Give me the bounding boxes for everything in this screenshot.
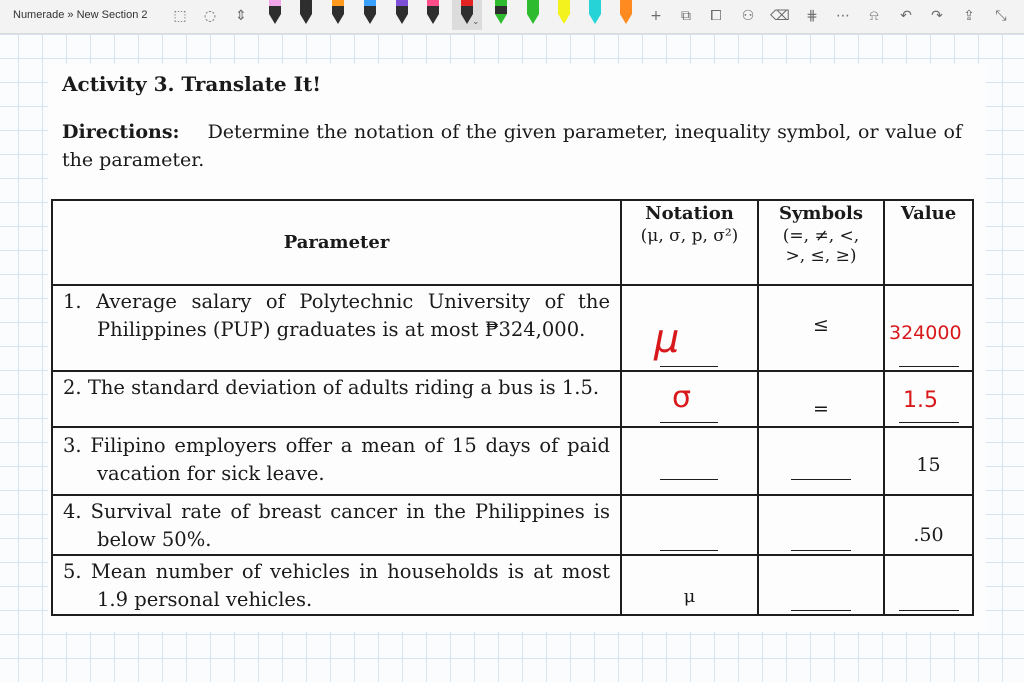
given-notation: μ xyxy=(683,586,696,607)
given-value: .50 xyxy=(913,524,944,546)
header-notation xyxy=(621,200,758,285)
answer-blank xyxy=(660,479,718,480)
header-symbols-sub-1: (=, ≠, <, xyxy=(782,226,860,246)
notation-cell-5 xyxy=(621,555,758,615)
insert-space-icon[interactable]: ⇕ xyxy=(235,8,247,24)
paste-icon[interactable]: ⧠ xyxy=(710,8,722,24)
directions-text: Determine the notation of the given parameter, inequality symbol, or value of the parameter. xyxy=(62,121,962,171)
eraser-icon[interactable]: ⌫ xyxy=(770,8,790,24)
header-symbols xyxy=(758,200,884,285)
ink-to-shape-icon[interactable]: ⚇ xyxy=(741,8,755,24)
header-notation-sub: (μ, σ, p, σ²) xyxy=(640,226,739,246)
answer-blank xyxy=(660,422,718,423)
header-notation-label: Notation xyxy=(645,203,734,224)
parameter-cell-4: 4. Survival rate of breast cancer in the Philippines is below 50%. xyxy=(52,495,621,555)
answer-blank xyxy=(791,610,851,611)
parameter-table xyxy=(51,199,974,616)
header-symbols-sub-2: >, ≤, ≥) xyxy=(785,246,857,266)
symbol-cell-2[interactable] xyxy=(758,371,884,427)
answer-blank xyxy=(660,366,718,367)
answer-blank xyxy=(899,610,959,611)
notation-cell-4[interactable] xyxy=(621,495,758,555)
expand-icon[interactable]: ⤡ xyxy=(995,8,1007,24)
activity-heading: Activity 3. Translate It! xyxy=(62,72,321,96)
app-toolbar xyxy=(0,0,1024,34)
answer-blank xyxy=(791,550,851,551)
symbol-cell-1[interactable] xyxy=(758,285,884,371)
symbol-cell-4[interactable] xyxy=(758,495,884,555)
table-header-row xyxy=(52,200,973,285)
handwritten-sigma: σ xyxy=(672,380,692,415)
undo-icon[interactable]: ↶ xyxy=(900,8,912,24)
table-row xyxy=(52,427,973,495)
parameter-cell-3: 3. Filipino employers offer a mean of 15 days of paid vacation for sick leave. xyxy=(52,427,621,495)
handwritten-value-324000: 324000 xyxy=(889,322,962,344)
parameter-cell-5: 5. Mean number of vehicles in households is at most 1.9 personal vehicles. xyxy=(52,555,621,615)
symbol-cell-3[interactable] xyxy=(758,427,884,495)
symbol-cell-5[interactable] xyxy=(758,555,884,615)
notation-cell-2[interactable] xyxy=(621,371,758,427)
value-cell-1[interactable] xyxy=(884,285,973,371)
page-title: Numerade » New Section 2 xyxy=(13,9,148,21)
copy-icon[interactable]: ⧉ xyxy=(681,8,691,24)
symbol-value: ≤ xyxy=(813,314,829,336)
highlighter-pink-pen[interactable] xyxy=(266,0,284,30)
table-row xyxy=(52,285,973,371)
header-value: Value xyxy=(884,200,973,285)
table-row xyxy=(52,495,973,555)
header-symbols-label: Symbols xyxy=(778,203,864,224)
chevron-down-icon[interactable]: ⌄ xyxy=(472,17,480,27)
value-cell-2[interactable] xyxy=(884,371,973,427)
value-cell-3 xyxy=(884,427,973,495)
orange-highlighter[interactable] xyxy=(617,0,635,30)
parameter-cell-2: 2. The standard deviation of adults riding a bus is 1.5. xyxy=(52,371,621,427)
green-highlighter[interactable] xyxy=(524,0,542,30)
cyan-highlighter[interactable] xyxy=(586,0,604,30)
directions-label: Directions: xyxy=(62,121,180,143)
notation-cell-1[interactable] xyxy=(621,285,758,371)
given-value: 15 xyxy=(916,454,941,476)
more-icon[interactable]: ⋯ xyxy=(836,8,850,24)
green-pen[interactable] xyxy=(492,0,510,30)
share-icon[interactable]: ⇪ xyxy=(963,8,975,24)
format-icon[interactable]: ⋕ xyxy=(806,8,818,24)
parameter-cell-1: 1. Average salary of Polytechnic University of the Philippines (PUP) graduates is at most ₱324,000. xyxy=(52,285,621,371)
lasso-select-icon[interactable]: ⬚ xyxy=(173,8,187,24)
blue-pen[interactable] xyxy=(361,0,379,30)
answer-blank xyxy=(899,422,959,423)
handwritten-mu: μ xyxy=(654,316,680,362)
directions-paragraph xyxy=(62,118,962,174)
table-row xyxy=(52,371,973,427)
black-pen[interactable] xyxy=(297,0,315,30)
handwritten-value-1-5: 1.5 xyxy=(903,388,938,413)
shape-icon[interactable]: ◌ xyxy=(203,8,217,24)
notation-cell-3[interactable] xyxy=(621,427,758,495)
value-cell-4 xyxy=(884,495,973,555)
purple-pen[interactable] xyxy=(393,0,411,30)
table-row xyxy=(52,555,973,615)
answer-blank xyxy=(899,366,959,367)
pink-pen[interactable] xyxy=(424,0,442,30)
answer-blank xyxy=(791,479,851,480)
header-parameter: Parameter xyxy=(52,200,621,285)
document-page xyxy=(48,64,986,632)
add-icon[interactable]: + xyxy=(650,8,662,24)
value-cell-5[interactable] xyxy=(884,555,973,615)
redo-icon[interactable]: ↷ xyxy=(931,8,943,24)
yellow-highlighter[interactable] xyxy=(555,0,573,30)
red-pen-selected[interactable] xyxy=(452,0,482,30)
notifications-icon[interactable]: ⍾ xyxy=(869,8,879,24)
symbol-value: = xyxy=(813,398,829,420)
orange-pen[interactable] xyxy=(329,0,347,30)
answer-blank xyxy=(660,550,718,551)
